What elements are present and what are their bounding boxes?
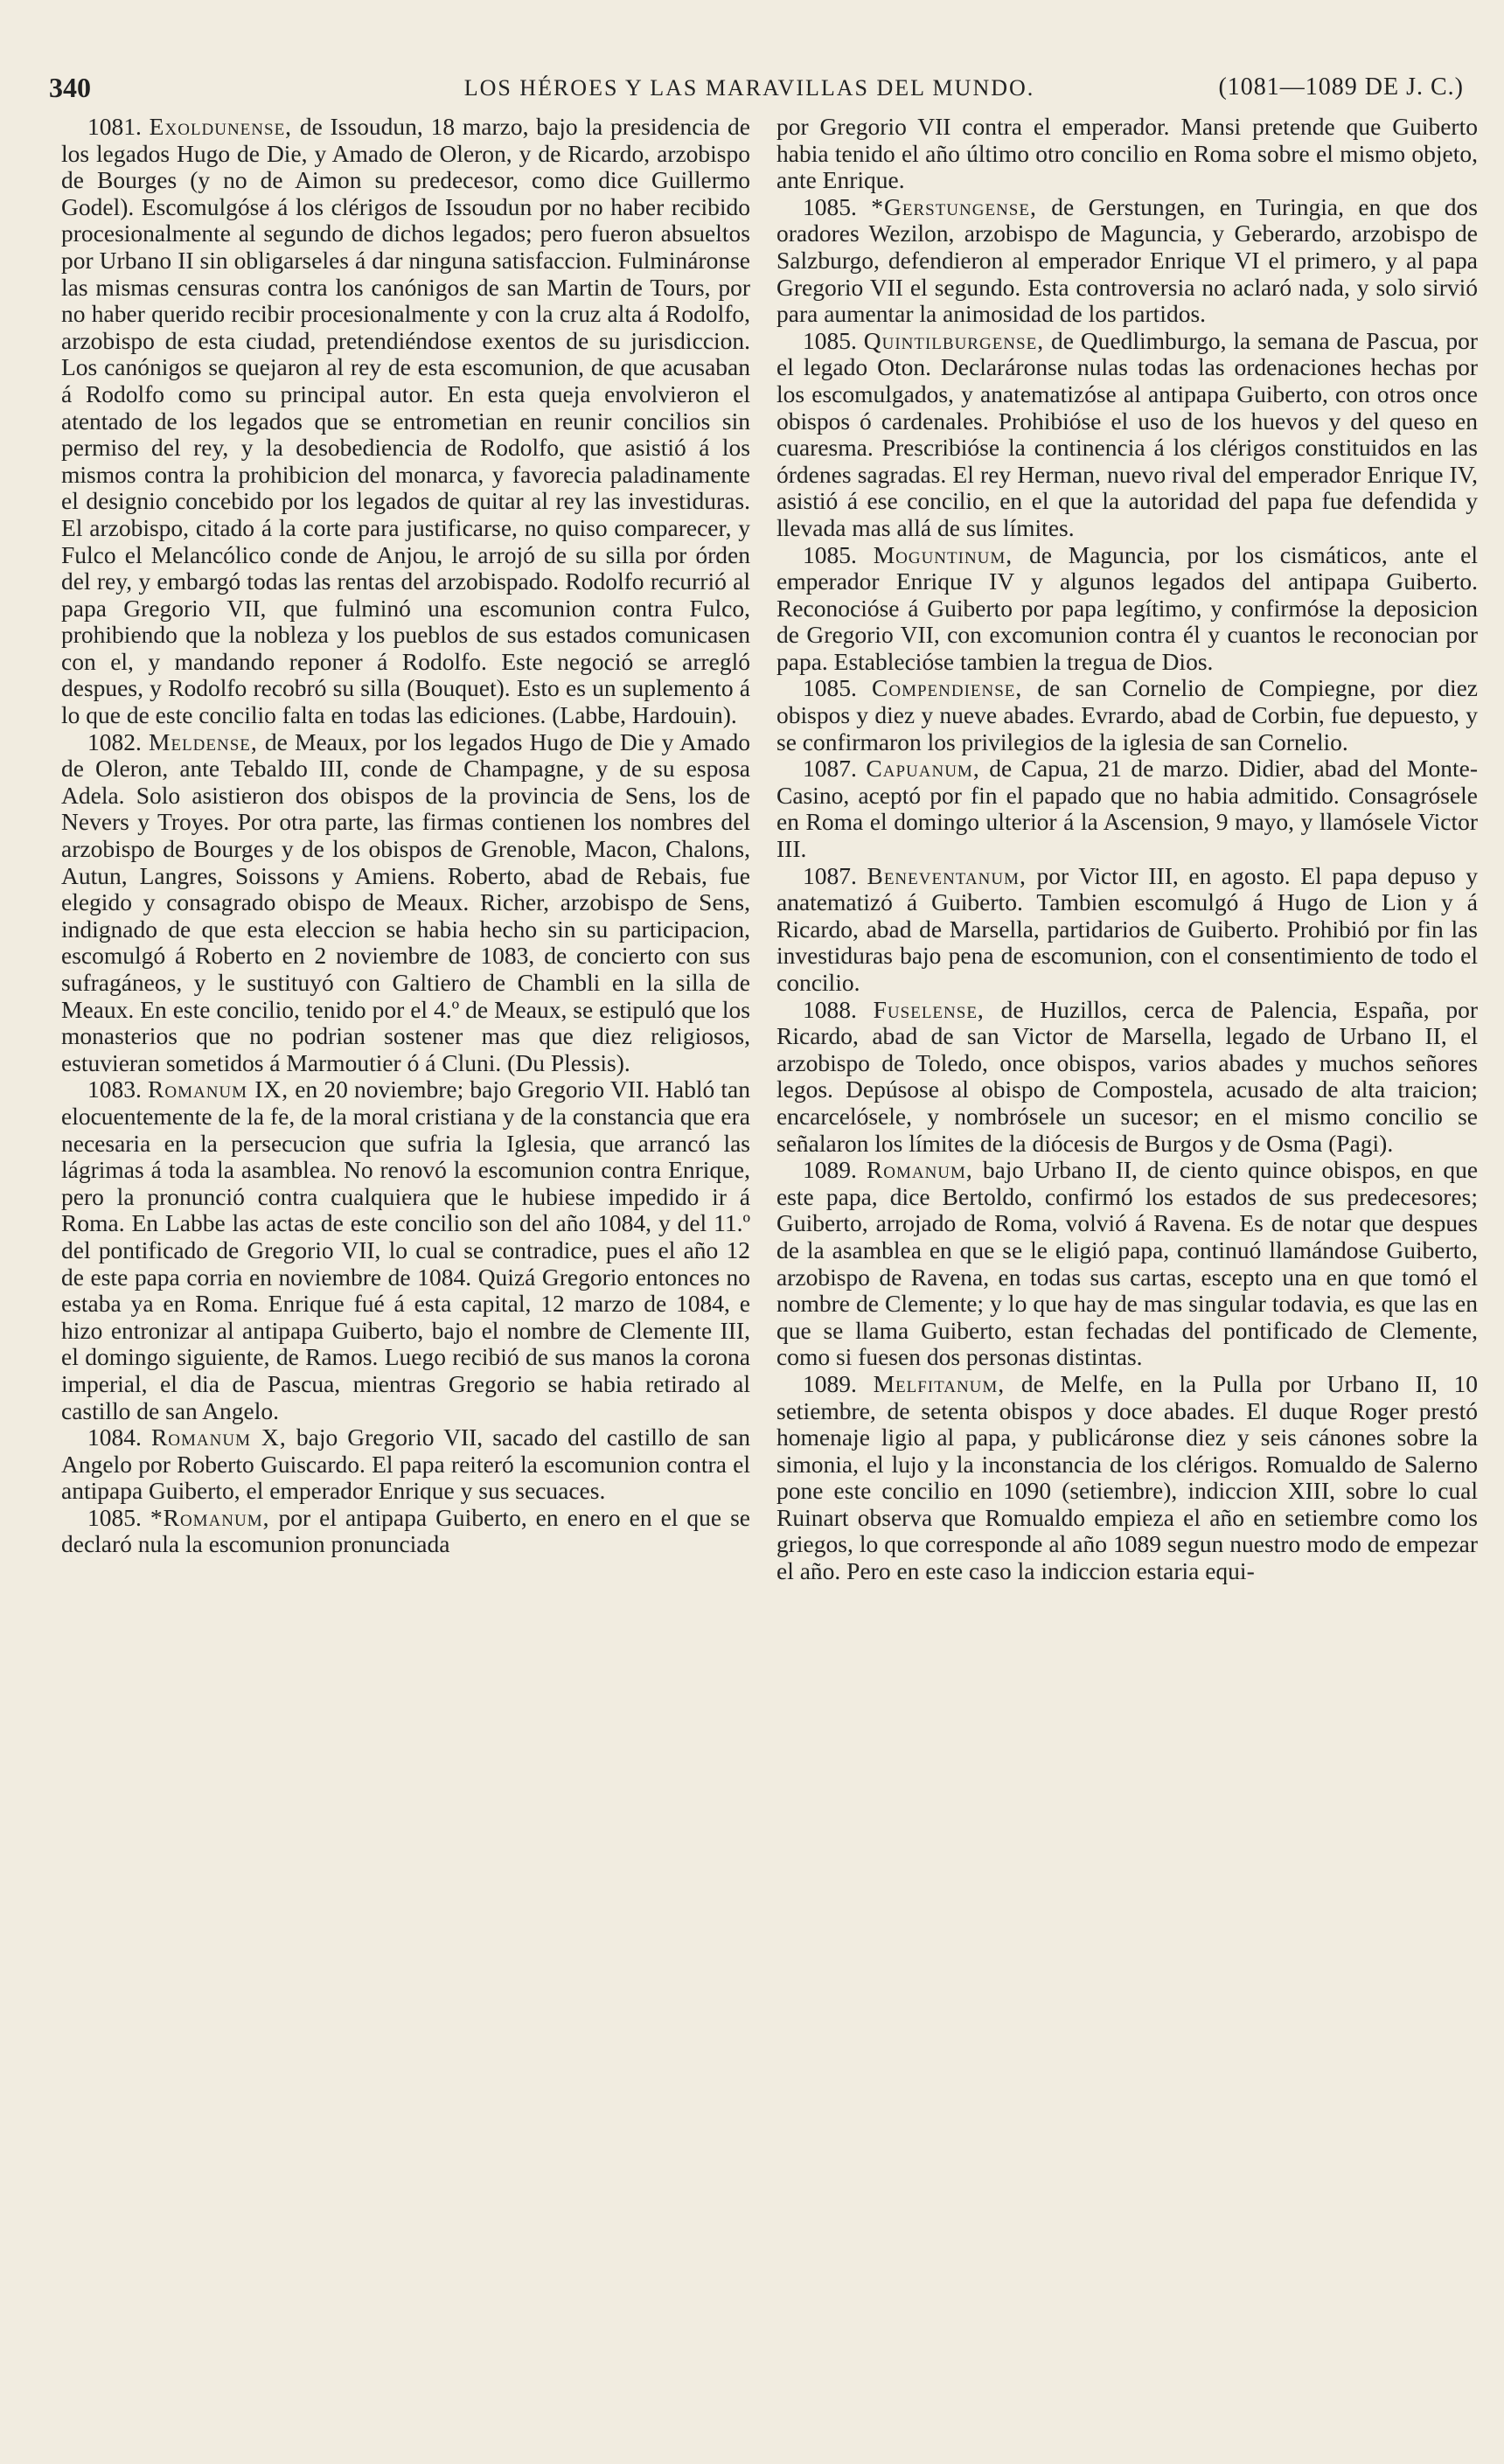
entry-year: 1087. <box>803 861 857 889</box>
council-name: *Romanum, <box>150 1503 270 1531</box>
entry-year: 1084. <box>87 1423 142 1451</box>
entry-text: por Victor III, en agosto. El papa depuso y anatematizó á Guiberto. Tambien escomulgó á Hugo de Lion y á Ricardo, abad de Marsella, partidarios de Guiberto. Prohibió por fin las investiduras bajo pena de escomunion, con el consentimiento de todo el concilio. <box>776 861 1478 996</box>
council-name: Compendiense, <box>872 674 1023 702</box>
council-name: Beneventanum, <box>867 861 1027 889</box>
council-name: Capuanum, <box>866 755 980 783</box>
entry-text: por el antipapa Guiberto, en enero en el que se declaró nula la escomunion pronunciada <box>61 1503 750 1558</box>
council-entry <box>776 997 1478 1158</box>
council-name: Moguntinum, <box>873 540 1013 568</box>
council-entry <box>776 675 1478 755</box>
entry-text: de Melfe, en la Pulla por Urbano II, 10 setiembre, de setenta obispos y doce abades. El duque Roger prestó homenaje ligio al papa, y publicáronse diez y seis cánones sobre la simonia, el lujo y la inconstancia de los clérigos. Romualdo de Salerno pone este concilio en 1090 (setiembre), indiccion XIII, sobre lo cual Ruinart observa que Romualdo empieza el año en setiembre como los griegos, lo que corresponde al año 1089 segun nuestro modo de empezar el año. Pero en este caso la indiccion estaria equi- <box>776 1369 1478 1585</box>
entry-year: 1081. <box>87 114 142 140</box>
entry-year: 1087. <box>803 755 857 783</box>
council-entry <box>776 114 1478 194</box>
council-entry <box>61 729 750 1077</box>
council-entry <box>776 1157 1478 1371</box>
council-entry <box>776 194 1478 328</box>
council-entry <box>776 328 1478 542</box>
entry-text: de Quedlimburgo, la semana de Pascua, por el legado Oton. Declaráronse nulas todas las ordenaciones hechas por los escomulgados, y anatematizóse al antipapa Guiberto, con otros once obispos ó cardenales. Prohibióse el uso de los huevos y del queso en cuaresma. Prescribióse la continencia á los clérigos constituidos en las órdenes sagradas. El rey Herman, nuevo rival del emperador Enrique IV, asistió á ese concilio, en el que la autoridad del papa fue defendida y llevada mas allá de sus límites. <box>776 326 1478 541</box>
entry-year: 1082. <box>87 727 142 755</box>
council-entry <box>776 542 1478 676</box>
entry-text: de san Cornelio de Compiegne, por diez obispos y diez y nueve abades. Evrardo, abad de Corbin, fue depuesto, y se confirmaron los privilegios de la iglesia de san Cornelio. <box>776 674 1478 755</box>
council-name: Exoldunense, <box>149 114 293 140</box>
entry-year: 1085. <box>87 1503 142 1531</box>
council-entry <box>776 755 1478 862</box>
council-name: Melfitanum, <box>873 1369 1006 1397</box>
left-column <box>61 114 750 2440</box>
council-entry <box>61 1076 750 1424</box>
council-entry <box>61 114 750 729</box>
council-name: *Gerstungense, <box>871 192 1037 220</box>
entry-text: de Capua, 21 de marzo. Didier, abad del Monte-Casino, aceptó por fin el papado que no habia admitido. Consagrósele en Roma el domingo ulterior á la Ascension, 9 mayo, y llamósele Victor III. <box>776 755 1478 863</box>
council-entry <box>776 863 1478 997</box>
council-entry <box>61 1424 750 1505</box>
council-name: Quintilburgense, <box>863 326 1045 354</box>
entry-year: 1085. <box>803 674 857 702</box>
entry-text: de Meaux, por los legados Hugo de Die y Amado de Oleron, ante Tebaldo III, conde de Champagne, y de su esposa Adela. Solo asistieron dos obispos de la provincia de Sens, los de Nevers y Troyes. Por otra parte, las firmas contienen los nombres del arzobispo de Bourges y de los obispos de Grenoble, Macon, Chalons, Autun, Langres, Soissons y Amiens. Roberto, abad de Rebais, fue elegido y consagrado obispo de Meaux. Richer, arzobispo de Sens, indignado de que esta eleccion se habia hecho sin su participacion, escomulgó á Roberto en 2 noviembre de 1083, de concierto con sus sufragáneos, y le sustituyó con Galtiero de Chambli en la silla de Meaux. En este concilio, tenido por el 4.º de Meaux, se estipuló que los monasterios que no podrian sostener mas que diez religiosos, estuvieran sometidos á Marmoutier ó á Cluni. (Du Plessis). <box>61 727 750 1076</box>
entry-text: bajo Urbano II, de ciento quince obispos, en que este papa, dice Bertoldo, confirmó los estados de sus predecesores; Guiberto, arrojado de Roma, volvió á Ravena. Es de notar que despues de la asamblea en que se le eligió papa, continuó llamándose Guiberto, arzobispo de Ravena, en todas sus cartas, escepto una en que tomó el nombre de Clemente; y lo que hay de mas singular todavia, es que las en que se llama Guiberto, estan fechadas del pontificado de Clemente, como si fuesen dos personas distintas. <box>776 1156 1478 1371</box>
council-name: Romanum IX, <box>148 1075 289 1103</box>
entry-text: de Gerstungen, en Turingia, en que dos oradores Wezilon, arzobispo de Maguncia, y Geberardo, arzobispo de Salzburgo, defendieron al emperador Enrique VI el primero, y al papa Gregorio VII el segundo. Esta controversia no aclaró nada, y solo sirvió para aumentar la animosidad de los partidos. <box>776 192 1478 328</box>
council-name: Meldense, <box>149 727 258 755</box>
entry-year: 1089. <box>803 1369 857 1397</box>
running-title: LOS HÉROES Y LAS MARAVILLAS DEL MUNDO. <box>463 75 1035 101</box>
entry-text: por Gregorio VII contra el emperador. Mansi pretende que Guiberto habia tenido el año último otro concilio en Roma sobre el mismo objeto, ante Enrique. <box>776 114 1478 194</box>
entry-text: de Huzillos, cerca de Palencia, España, por Ricardo, abad de san Victor de Marsella, legado de Urbano II, el arzobispo de Toledo, once obispos, varios abades y muchos señores legos. Depúsose al obispo de Compostela, acusado de alta traicion; encarcelósele, y nombrósele un sucesor; en el mismo concilio se señalaron los límites de la diócesis de Burgos y de Osma (Pagi). <box>776 995 1478 1157</box>
page-header <box>35 72 1464 107</box>
date-range: (1081—1089 DE J. C.) <box>1218 73 1464 101</box>
entry-year: 1083. <box>87 1075 142 1103</box>
council-entry <box>61 1505 750 1558</box>
entry-text: bajo Gregorio VII, sacado del castillo de san Angelo por Roberto Guiscardo. El papa reiteró la escomunion contra el antipapa Guiberto, el emperador Enrique y sus secuaces. <box>61 1423 750 1505</box>
entry-text: en 20 noviembre; bajo Gregorio VII. Habló tan elocuentemente de la fe, de la moral cristiana y de la constancia que era necesaria en la persecucion que sufria la Iglesia, que arrancó las lágrimas á toda la asamblea. No renovó la escomunion contra Enrique, pero la pronunció contra cualquiera que le hubiese impedido ir á Roma. En Labbe las actas de este concilio son del año 1084, y del 11.º del pontificado de Gregorio VII, lo cual se contradice, pues el año 12 de este papa corria en noviembre de 1084. Quizá Gregorio entonces no estaba ya en Roma. Enrique fué á esta capital, 12 marzo de 1084, e hizo entronizar al antipapa Guiberto, bajo el nombre de Clemente III, el domingo siguiente, de Ramos. Luego recibió de sus manos la corona imperial, el dia de Pascua, mientras Gregorio se habia retirado al castillo de san Angelo. <box>61 1075 750 1424</box>
council-entry <box>776 1371 1478 1585</box>
council-name: Fuselense, <box>873 995 985 1023</box>
page-number: 340 <box>49 72 91 103</box>
entry-text: de Maguncia, por los cismáticos, ante el emperador Enrique IV y algunos legados del antipapa Guiberto. Reconocióse á Guiberto por papa legítimo, y confirmóse la deposicion de Gregorio VII, con excomunion contra él y cuantos le reconocian por papa. Establecióse tambien la tregua de Dios. <box>776 540 1478 675</box>
entry-year: 1088. <box>803 995 857 1023</box>
entry-text: de Issoudun, 18 marzo, bajo la presidencia de los legados Hugo de Die, y Amado de Oleron, y de Ricardo, arzobispo de Bourges (y no de Aimon su predecesor, como dice Guillermo Godel). Escomulgóse á los clérigos de Issoudun por no haber recibido procesionalmente al segundo de dichos legados; pero fueron absueltos por Urbano II sin obligarseles á dar ninguna satisfaccion. Fulmináronse las mismas censuras contra los canónigos de san Martin de Tours, por no haber querido recibir procesionalmente y con la cruz alta á Rodolfo, arzobispo de esta ciudad, pretendiéndose exentos de su jurisdiccion. Los canónigos se quejaron al rey de esta escomunion, de que acusaban á Rodolfo como su principal autor. En esta queja envolvieron el atentado de los legados que se entrometian en reunir concilios sin permiso del rey, y la desobediencia de Rodolfo, que asistió á los mismos contra la prohibicion del monarca, y favorecia paladinamente el designio concebido por los legados de quitar al rey las investiduras. El arzobispo, citado á la corte para justificarse, no quiso comparecer, y Fulco el Melancólico conde de Anjou, le arrojó de su silla por órden del rey, y embargó todas las rentas del arzobispado. Rodolfo recurrió al papa Gregorio VII, que fulminó una escomunion contra Fulco, prohibiendo que la nobleza y los pueblos de sus estados comunicasen con el, y mandando reponer á Rodolfo. Este negoció se arregló despues, y Rodolfo recobró su silla (Bouquet). Esto es un suplemento á lo que de este concilio falta en todas las ediciones. (Labbe, Hardouin). <box>61 114 750 729</box>
right-column <box>776 114 1478 2440</box>
council-name: Romanum, <box>866 1156 973 1184</box>
council-name: Romanum X, <box>150 1423 287 1451</box>
entry-year: 1089. <box>803 1156 857 1184</box>
entry-year: 1085. <box>803 192 857 220</box>
entry-year: 1085. <box>803 540 857 568</box>
entry-year: 1085. <box>803 326 857 354</box>
